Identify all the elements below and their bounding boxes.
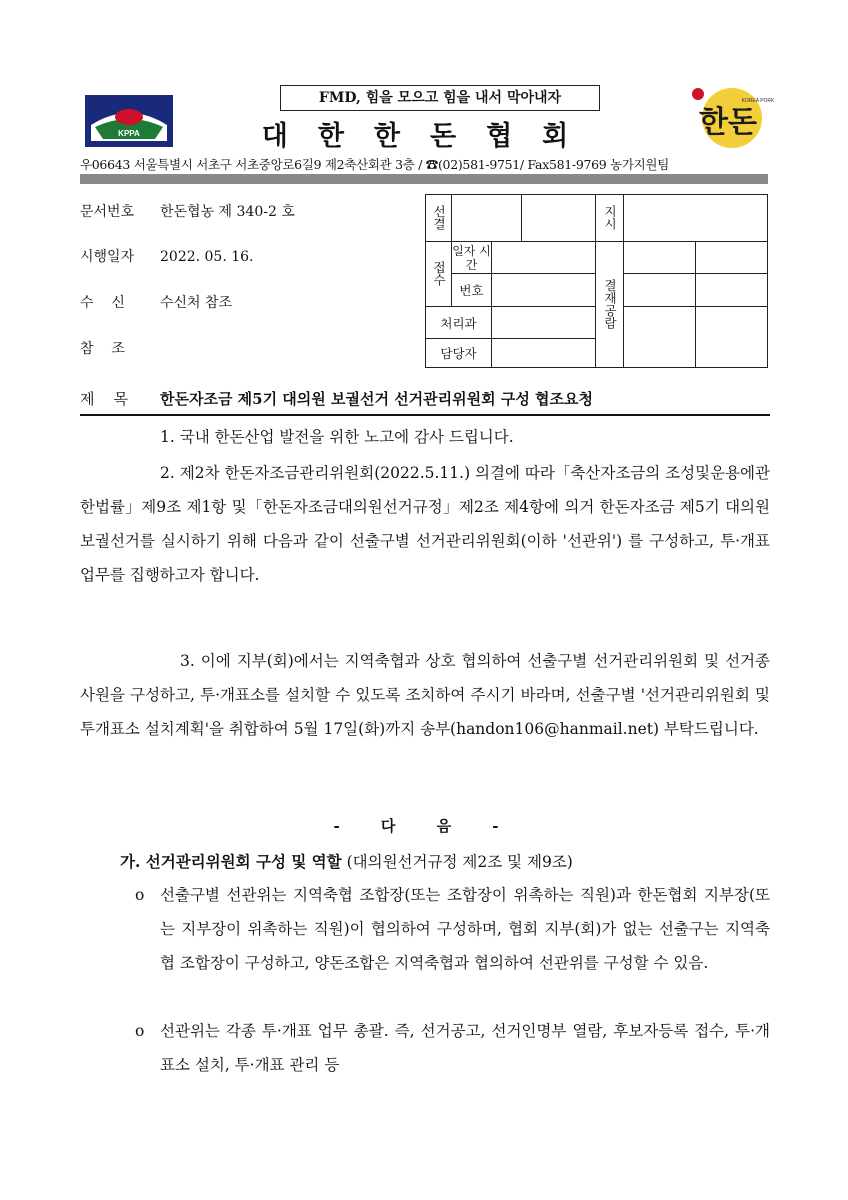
date-label: 시행일자 <box>80 249 135 265</box>
handon-logo <box>690 82 775 152</box>
address-line: 우06643 서울특별시 서초구 서초중앙로6길9 제2축산회관 3층 / ☎(02)581-9751/ Fax581-9769 농가지원팀 <box>80 157 669 172</box>
bullet-mark: o <box>135 886 145 904</box>
recipient-label: 수 신 <box>80 295 125 311</box>
slogan-box: FMD, 힘을 모으고 힘을 내서 막아내자 <box>280 85 600 111</box>
subject-row <box>80 388 770 409</box>
date-row <box>80 246 254 266</box>
subject-text: 한돈자조금 제5기 대의원 보궐선거 선거관리위원회 구성 협조요청 <box>160 390 594 408</box>
kppa-logo <box>85 95 173 147</box>
subject-label: 제 목 <box>80 390 129 408</box>
org-name: 대한한돈협회 <box>261 121 599 152</box>
bullet-2-text: 선관위는 각종 투·개표 업무 총괄. 즉, 선거공고, 선거인명부 열람, 후보자등록 접수, 투·개표소 설치, 투·개표 관리 등 <box>160 1022 770 1074</box>
approval-table <box>425 194 767 368</box>
section-title: 가. 선거관리위원회 구성 및 역할 <box>120 852 342 871</box>
header-divider <box>80 174 768 184</box>
doc-number-row <box>80 201 295 221</box>
bullet-1 <box>135 878 770 980</box>
bullet-mark: o <box>135 1022 145 1040</box>
handon-logo-small: KOREA PORK <box>741 98 775 104</box>
reference-row <box>80 338 160 358</box>
section-note: (대의원선거규정 제2조 및 제9조) <box>346 853 573 871</box>
date-value: 2022. 05. 16. <box>160 249 254 265</box>
seongyeol-cell: 선결 <box>426 195 452 242</box>
doc-number-label: 문서번호 <box>80 204 135 220</box>
damdangja-cell: 담당자 <box>426 339 492 368</box>
paragraph-1: 1. 국내 한돈산업 발전을 위한 노고에 감사 드립니다. <box>160 428 514 446</box>
paragraph-2: 2. 제2차 한돈자조금관리위원회(2022.5.11.) 의결에 따라「축산자조금의 조성및운용에관한법률」제9조 제1항 및「한돈자조금대의원선거규정」제2조 제4항에 의거 한돈자조금 제5기 대의원 보궐선거를 실시하기 위해 다음과 같이 선출구별 선거관리위원회(이하 '선관위') 를 구성하고, 투·개표 업무를 집행하고자 합니다. <box>80 464 770 584</box>
kppa-logo-text: KPPA <box>118 129 140 138</box>
recipient-row <box>80 292 232 312</box>
reference-label: 참 조 <box>80 341 125 357</box>
jeopsu-cell: 접수 <box>426 241 452 306</box>
subject-underline <box>80 414 770 416</box>
handon-logo-text: 한돈 <box>699 105 757 140</box>
beonho-cell: 번호 <box>452 274 492 307</box>
paragraph-3: 3. 이에 지부(회)에서는 지역축협과 상호 협의하여 선출구별 선거관리위원회 및 선거종사원을 구성하고, 투·개표소를 설치할 수 있도록 조치하여 주시기 바라며, 선출구별 '선거관리위원회 및 투개표소 설치계획'을 취합하여 5월 17일(화)까지 송부(handon106@hanmail.net) 부탁드립니다. <box>80 652 770 738</box>
gyeoljae-gongram-cell: 결재공람 <box>596 241 624 367</box>
section-heading <box>120 850 573 872</box>
recipient-value: 수신처 참조 <box>160 295 233 311</box>
ilja-sigan-cell: 일자 시간 <box>452 241 492 274</box>
next-heading: - 다 음 - <box>333 817 517 835</box>
jisi-cell: 지시 <box>596 195 624 242</box>
bullet-1-text: 선출구별 선관위는 지역축협 조합장(또는 조합장이 위촉하는 직원)과 한돈협회 지부장(또는 지부장이 위촉하는 직원)이 협의하여 구성하며, 협회 지부(회)가 없는 선출구는 지역축협 조합장이 구성하고, 양돈조합은 지역축협과 협의하여 선관위를 구성할 수 있음. <box>160 886 770 972</box>
doc-number: 한돈협농 제 340-2 호 <box>160 204 295 220</box>
bullet-2 <box>135 1014 770 1082</box>
cheorigwa-cell: 처리과 <box>426 306 492 339</box>
